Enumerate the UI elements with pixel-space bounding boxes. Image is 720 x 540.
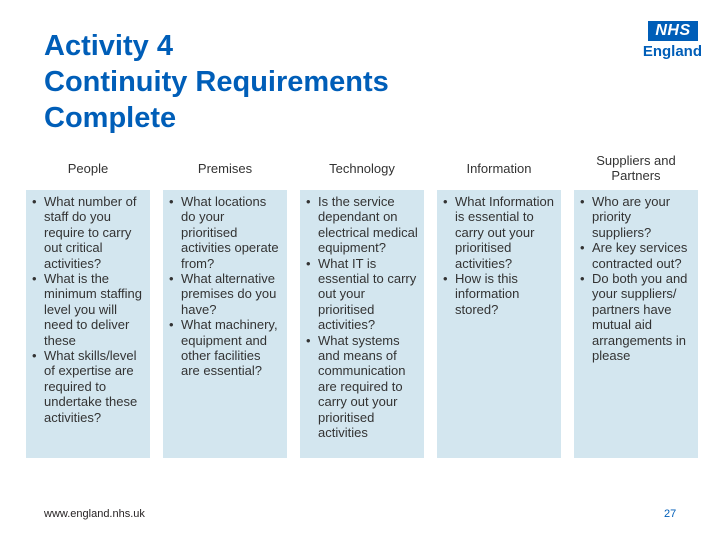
column-body [437,190,561,458]
title-line-3: Complete [44,102,177,134]
list-item: • What Information is essential to carry out your prioritised activities? [443,194,554,271]
list-item-text: What locations do your prioritised activities operate from? [181,194,279,271]
footer-url: www.england.nhs.uk [44,508,145,520]
list-item-text: How is this information stored? [455,271,520,317]
column-header: Suppliers and Partners [596,153,676,183]
list-item-text: What machinery, equipment and other facilities are essential? [181,317,278,379]
column-header: Information [466,160,532,176]
list-item-text: What alternative premises do you have? [181,271,277,317]
list-item: • What is the minimum staffing level you will need to deliver these [32,271,143,348]
column-header: People [67,160,109,176]
list-item-text: Is the service dependant on electrical medical equipment? [318,194,418,256]
list-item: • What alternative premises do you have? [169,271,277,317]
column-people [26,148,150,458]
page-number: 27 [664,508,677,520]
column-header: Premises [197,160,253,176]
list-item: • How is this information stored? [443,271,520,317]
list-item-text: What Information is essential to carry out your prioritised activities? [455,194,554,271]
column-technology [300,148,424,458]
list-item-text: What is the minimum staffing level you will need to deliver these [44,271,143,348]
column-body [26,190,150,458]
list-item: • What machinery, equipment and other facilities are essential? [169,317,278,379]
column-body [300,190,424,458]
list-item: • Who are your priority suppliers? [580,194,671,240]
nhs-logo-text: England [642,43,702,60]
list-item-text: Do both you and your suppliers/ partners have mutual aid arrangements in please [592,271,688,364]
title-line-2: Continuity Requirements [44,66,389,98]
list-item: • Is the service dependant on electrical medical equipment? [306,194,418,256]
list-item: • What number of staff do you require to carry out critical activities? [32,194,137,271]
list-item: • What skills/level of expertise are required to undertake these activities? [32,348,138,425]
list-item-text: What skills/level of expertise are required to undertake these activities? [44,348,138,425]
list-item-text: Who are your priority suppliers? [592,194,671,240]
column-body [163,190,287,458]
list-item-text: What number of staff do you require to carry out critical activities? [44,194,137,271]
nhs-england-logo [636,21,702,61]
list-item: • What IT is essential to carry out your prioritised activities? [306,255,417,333]
list-item: • What systems and means of communication are required to carry out your prioritised activities [306,332,406,441]
list-item: • Do both you and your suppliers/ partners have mutual aid arrangements in please [580,271,688,364]
column-premises [163,148,287,458]
page-title [44,28,564,136]
column-header: Technology [329,160,395,176]
title-line-1: Activity 4 [44,30,173,62]
column-information [437,148,561,458]
list-item-text: What systems and means of communication are required to carry out your prioritised activities [318,332,406,441]
list-item: • Are key services contracted out? [580,240,688,271]
column-suppliers-and-partners [574,148,698,458]
column-body [574,190,698,458]
nhs-logo-box: NHS [648,21,698,41]
list-item-text: Are key services contracted out? [592,240,688,271]
list-item: • What locations do your prioritised activities operate from? [169,194,279,271]
list-item-text: What IT is essential to carry out your prioritised activities? [318,255,417,333]
